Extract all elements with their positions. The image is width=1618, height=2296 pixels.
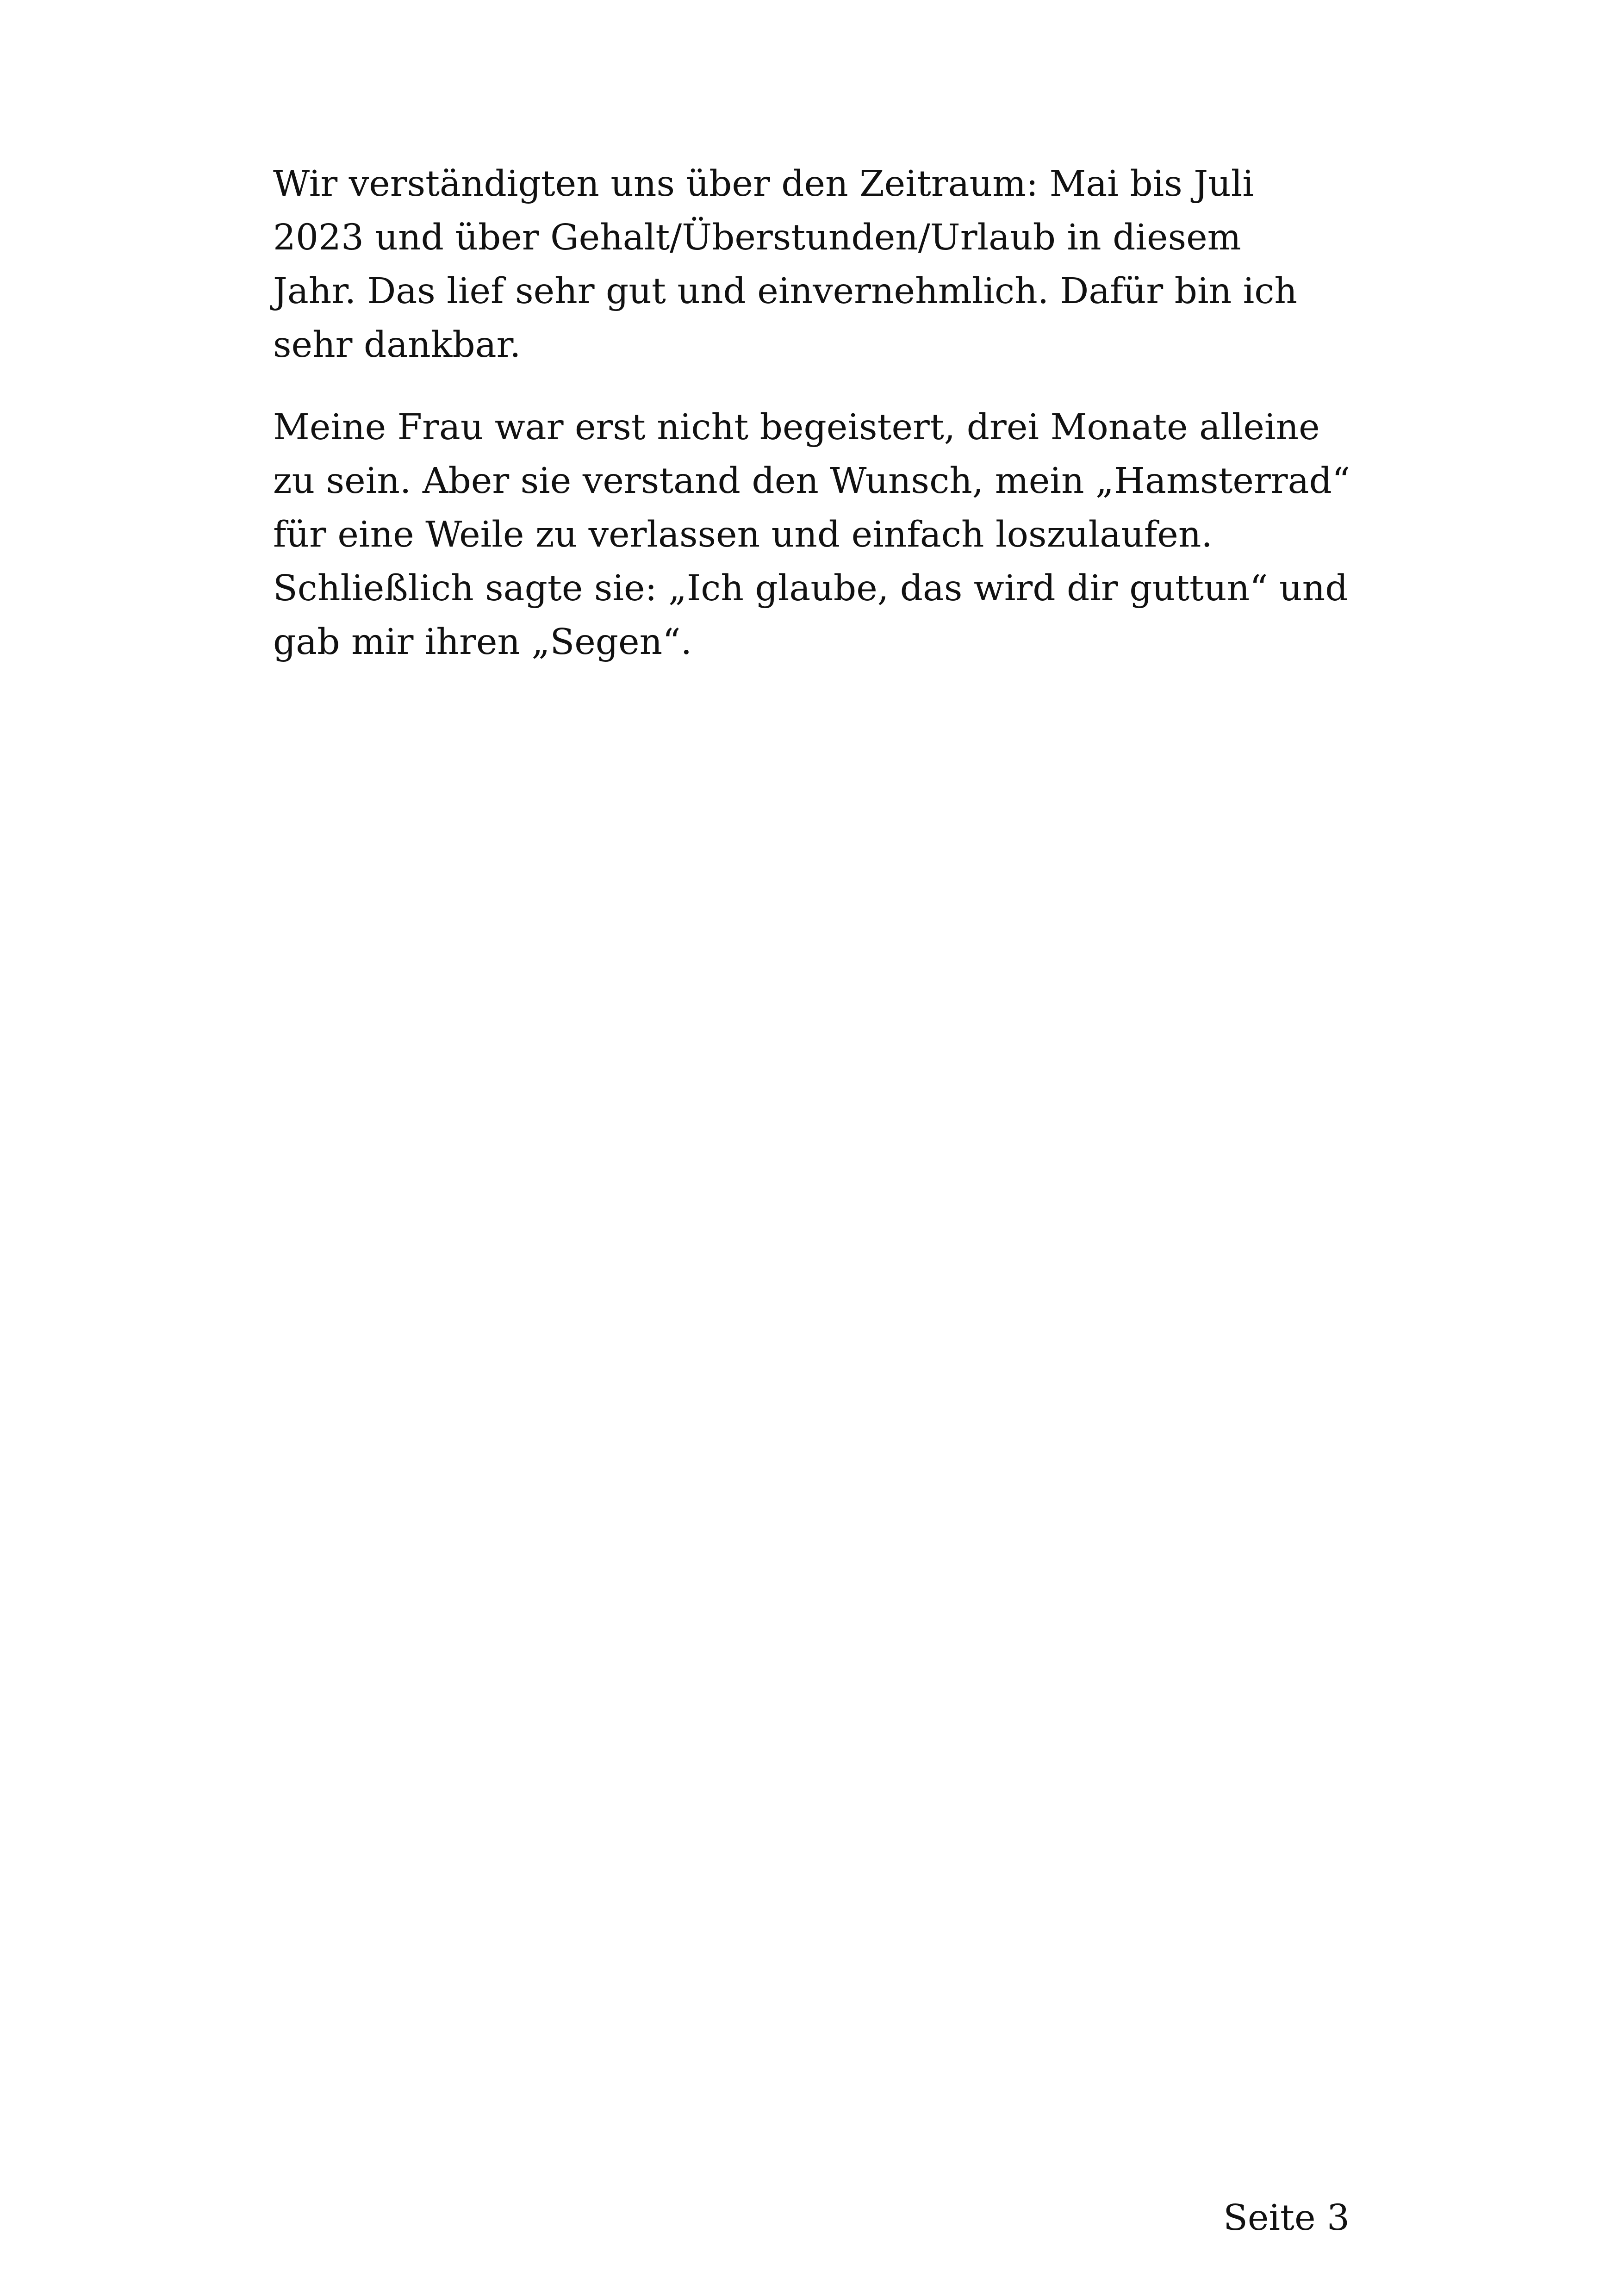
page-number: Seite 3 xyxy=(1223,2197,1350,2239)
text-line: zu sein. Aber sie verstand den Wunsch, mein „Hamsterrad“ xyxy=(273,460,1350,502)
text-line: sehr dankbar. xyxy=(273,324,521,366)
paragraph-2 xyxy=(273,401,1356,669)
text-line: Jahr. Das lief sehr gut und einvernehmlich. Dafür bin ich xyxy=(273,271,1297,312)
text-line: Meine Frau war erst nicht begeistert, drei Monate alleine xyxy=(273,407,1320,448)
text-line: für eine Weile zu verlassen und einfach loszulaufen. xyxy=(273,514,1213,555)
body-text xyxy=(273,157,1356,698)
text-line: Wir verständigten uns über den Zeitraum: Mai bis Juli xyxy=(273,163,1254,205)
paragraph-1 xyxy=(273,157,1356,372)
text-line: Schließlich sagte sie: „Ich glaube, das wird dir guttun“ und xyxy=(273,568,1348,609)
text-line: 2023 und über Gehalt/Überstunden/Urlaub in diesem xyxy=(273,217,1241,258)
text-line: gab mir ihren „Segen“. xyxy=(273,622,692,663)
